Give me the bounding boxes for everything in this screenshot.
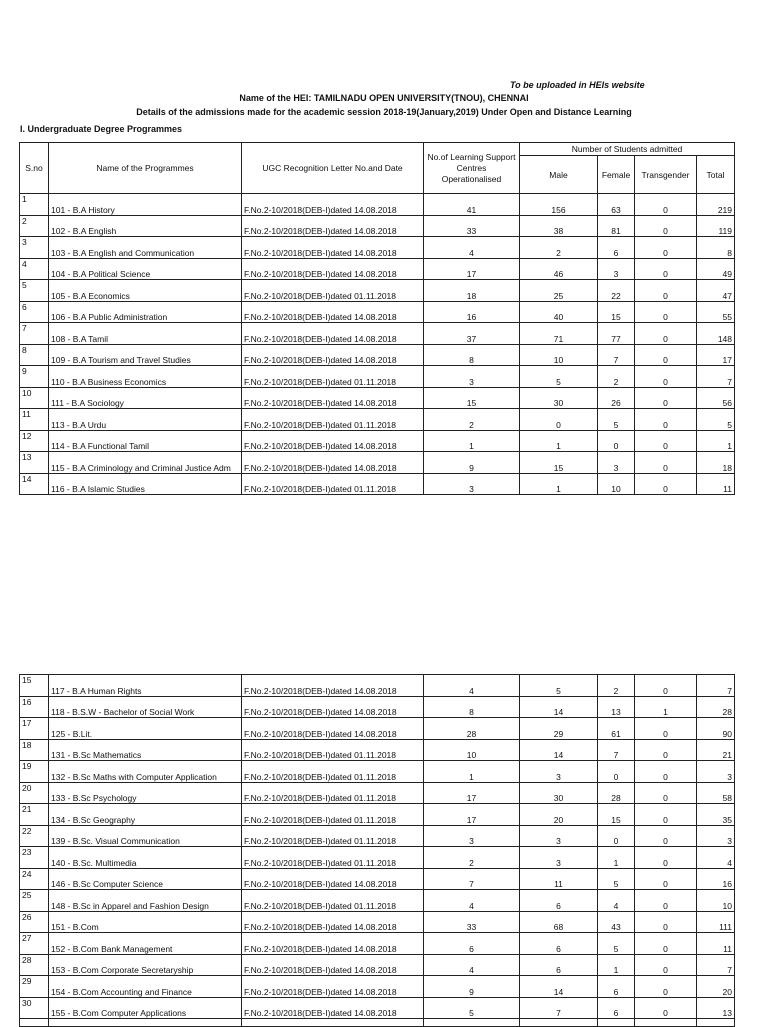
empty-cell (697, 1019, 735, 1027)
female-count: 6 (598, 237, 635, 259)
total-count: 21 (697, 739, 735, 761)
centres-count: 4 (424, 237, 520, 259)
empty-cell (598, 1019, 635, 1027)
transgender-count: 0 (635, 890, 697, 912)
transgender-count: 0 (635, 997, 697, 1019)
male-count: 14 (520, 696, 598, 718)
centres-count: 3 (424, 366, 520, 388)
transgender-count: 0 (635, 237, 697, 259)
table-row (20, 215, 735, 237)
total-count: 58 (697, 782, 735, 804)
transgender-count: 0 (635, 194, 697, 216)
female-count: 3 (598, 258, 635, 280)
programme-name: 117 - B.A Human Rights (49, 675, 242, 697)
centres-count: 9 (424, 976, 520, 998)
male-count: 25 (520, 280, 598, 302)
female-count: 15 (598, 301, 635, 323)
ugc-letter: F.No.2-10/2018(DEB-I)dated 14.08.2018 (242, 696, 424, 718)
col-header-sno: S.no (20, 143, 49, 194)
programme-name: 153 - B.Com Corporate Secretaryship (49, 954, 242, 976)
row-sno: 16 (20, 696, 49, 718)
row-sno: 4 (20, 258, 49, 280)
transgender-count: 1 (635, 696, 697, 718)
total-count: 47 (697, 280, 735, 302)
ugc-letter: F.No.2-10/2018(DEB-I)dated 14.08.2018 (242, 237, 424, 259)
row-sno: 1 (20, 194, 49, 216)
centres-count: 2 (424, 847, 520, 869)
female-count: 63 (598, 194, 635, 216)
centres-count: 5 (424, 997, 520, 1019)
centres-count: 1 (424, 430, 520, 452)
centres-count: 18 (424, 280, 520, 302)
total-count: 20 (697, 976, 735, 998)
section-title: I. Undergraduate Degree Programmes (20, 124, 183, 134)
programme-name: 155 - B.Com Computer Applications (49, 997, 242, 1019)
male-count: 71 (520, 323, 598, 345)
ugc-letter: F.No.2-10/2018(DEB-I)dated 14.08.2018 (242, 430, 424, 452)
male-count: 46 (520, 258, 598, 280)
centres-count: 10 (424, 739, 520, 761)
ugc-letter: F.No.2-10/2018(DEB-I)dated 14.08.2018 (242, 344, 424, 366)
transgender-count: 0 (635, 366, 697, 388)
table-row (20, 868, 735, 890)
row-sno: 22 (20, 825, 49, 847)
ugc-letter: F.No.2-10/2018(DEB-I)dated 14.08.2018 (242, 258, 424, 280)
transgender-count: 0 (635, 387, 697, 409)
male-count: 6 (520, 933, 598, 955)
ugc-letter: F.No.2-10/2018(DEB-I)dated 01.11.2018 (242, 280, 424, 302)
total-count: 119 (697, 215, 735, 237)
total-count: 7 (697, 954, 735, 976)
row-sno: 8 (20, 344, 49, 366)
programme-name: 125 - B.Lit. (49, 718, 242, 740)
programme-name: 118 - B.S.W - Bachelor of Social Work (49, 696, 242, 718)
female-count: 2 (598, 366, 635, 388)
female-count: 0 (598, 430, 635, 452)
total-count: 11 (697, 933, 735, 955)
male-count: 30 (520, 782, 598, 804)
ugc-letter: F.No.2-10/2018(DEB-I)dated 01.11.2018 (242, 761, 424, 783)
row-sno: 7 (20, 323, 49, 345)
female-count: 1 (598, 954, 635, 976)
row-sno: 9 (20, 366, 49, 388)
transgender-count: 0 (635, 847, 697, 869)
table-row (20, 804, 735, 826)
ugc-letter: F.No.2-10/2018(DEB-I)dated 01.11.2018 (242, 847, 424, 869)
female-count: 7 (598, 739, 635, 761)
ugc-letter: F.No.2-10/2018(DEB-I)dated 01.11.2018 (242, 890, 424, 912)
admissions-table-part-2 (19, 674, 735, 1027)
table-row (20, 847, 735, 869)
male-count: 6 (520, 890, 598, 912)
ugc-letter: F.No.2-10/2018(DEB-I)dated 14.08.2018 (242, 868, 424, 890)
ugc-letter: F.No.2-10/2018(DEB-I)dated 14.08.2018 (242, 997, 424, 1019)
centres-count: 6 (424, 933, 520, 955)
total-count: 1 (697, 430, 735, 452)
ugc-letter: F.No.2-10/2018(DEB-I)dated 01.11.2018 (242, 739, 424, 761)
row-sno: 19 (20, 761, 49, 783)
ugc-letter: F.No.2-10/2018(DEB-I)dated 14.08.2018 (242, 323, 424, 345)
male-count: 20 (520, 804, 598, 826)
ugc-letter: F.No.2-10/2018(DEB-I)dated 14.08.2018 (242, 215, 424, 237)
empty-cell (424, 1019, 520, 1027)
centres-count: 17 (424, 258, 520, 280)
male-count: 14 (520, 976, 598, 998)
female-count: 0 (598, 825, 635, 847)
programme-name: 151 - B.Com (49, 911, 242, 933)
male-count: 2 (520, 237, 598, 259)
male-count: 5 (520, 366, 598, 388)
male-count: 3 (520, 825, 598, 847)
transgender-count: 0 (635, 344, 697, 366)
row-sno: 17 (20, 718, 49, 740)
male-count: 68 (520, 911, 598, 933)
transgender-count: 0 (635, 782, 697, 804)
row-sno: 23 (20, 847, 49, 869)
col-header-male: Male (520, 156, 598, 194)
centres-count: 7 (424, 868, 520, 890)
table-row (20, 280, 735, 302)
male-count: 29 (520, 718, 598, 740)
ugc-letter: F.No.2-10/2018(DEB-I)dated 01.11.2018 (242, 782, 424, 804)
table-row (20, 761, 735, 783)
programme-name: 109 - B.A Tourism and Travel Studies (49, 344, 242, 366)
table-row (20, 452, 735, 474)
row-sno: 11 (20, 409, 49, 431)
row-sno: 15 (20, 675, 49, 697)
ugc-letter: F.No.2-10/2018(DEB-I)dated 01.11.2018 (242, 409, 424, 431)
row-sno: 5 (20, 280, 49, 302)
programme-name: 116 - B.A Islamic Studies (49, 473, 242, 495)
row-sno: 3 (20, 237, 49, 259)
transgender-count: 0 (635, 825, 697, 847)
centres-count: 4 (424, 954, 520, 976)
transgender-count: 0 (635, 430, 697, 452)
table-row (20, 976, 735, 998)
empty-cell (520, 1019, 598, 1027)
male-count: 3 (520, 847, 598, 869)
centres-count: 16 (424, 301, 520, 323)
female-count: 5 (598, 868, 635, 890)
programme-name: 111 - B.A Sociology (49, 387, 242, 409)
table-row (20, 954, 735, 976)
row-sno: 21 (20, 804, 49, 826)
total-count: 10 (697, 890, 735, 912)
total-count: 55 (697, 301, 735, 323)
total-count: 8 (697, 237, 735, 259)
centres-count: 4 (424, 890, 520, 912)
centres-count: 1 (424, 761, 520, 783)
female-count: 2 (598, 675, 635, 697)
female-count: 6 (598, 976, 635, 998)
row-sno: 28 (20, 954, 49, 976)
male-count: 1 (520, 430, 598, 452)
total-count: 56 (697, 387, 735, 409)
ugc-letter: F.No.2-10/2018(DEB-I)dated 14.08.2018 (242, 954, 424, 976)
programme-name: 106 - B.A Public Administration (49, 301, 242, 323)
female-count: 77 (598, 323, 635, 345)
col-header-female: Female (598, 156, 635, 194)
female-count: 61 (598, 718, 635, 740)
ugc-letter: F.No.2-10/2018(DEB-I)dated 01.11.2018 (242, 473, 424, 495)
programme-name: 105 - B.A Economics (49, 280, 242, 302)
female-count: 43 (598, 911, 635, 933)
transgender-count: 0 (635, 739, 697, 761)
male-count: 11 (520, 868, 598, 890)
centres-count: 2 (424, 409, 520, 431)
female-count: 3 (598, 452, 635, 474)
ugc-letter: F.No.2-10/2018(DEB-I)dated 14.08.2018 (242, 911, 424, 933)
female-count: 4 (598, 890, 635, 912)
total-count: 11 (697, 473, 735, 495)
ugc-letter: F.No.2-10/2018(DEB-I)dated 14.08.2018 (242, 301, 424, 323)
table-row (20, 473, 735, 495)
transgender-count: 0 (635, 323, 697, 345)
programme-name: 108 - B.A Tamil (49, 323, 242, 345)
total-count: 13 (697, 997, 735, 1019)
total-count: 49 (697, 258, 735, 280)
table-row (20, 675, 735, 697)
programme-name: 132 - B.Sc Maths with Computer Application (49, 761, 242, 783)
programme-name: 133 - B.Sc Psychology (49, 782, 242, 804)
table-row (20, 301, 735, 323)
total-count: 3 (697, 825, 735, 847)
total-count: 35 (697, 804, 735, 826)
table-row (20, 933, 735, 955)
male-count: 14 (520, 739, 598, 761)
male-count: 7 (520, 997, 598, 1019)
row-sno: 26 (20, 911, 49, 933)
row-sno: 27 (20, 933, 49, 955)
total-count: 219 (697, 194, 735, 216)
transgender-count: 0 (635, 258, 697, 280)
male-count: 3 (520, 761, 598, 783)
ugc-letter: F.No.2-10/2018(DEB-I)dated 14.08.2018 (242, 387, 424, 409)
col-header-students-group: Number of Students admitted (520, 143, 735, 156)
ugc-letter: F.No.2-10/2018(DEB-I)dated 14.08.2018 (242, 675, 424, 697)
table-row (20, 739, 735, 761)
table-row (20, 409, 735, 431)
female-count: 13 (598, 696, 635, 718)
total-count: 18 (697, 452, 735, 474)
female-count: 22 (598, 280, 635, 302)
upload-note: To be uploaded in HEIs website (510, 80, 645, 90)
transgender-count: 0 (635, 976, 697, 998)
row-sno: 29 (20, 976, 49, 998)
male-count: 5 (520, 675, 598, 697)
col-header-centres: No.of Learning Support Centres Operationalised (424, 143, 520, 194)
table-row (20, 997, 735, 1019)
table-row (20, 344, 735, 366)
programme-name: 115 - B.A Criminology and Criminal Justice Adm (49, 452, 242, 474)
hei-name-heading: Name of the HEI: TAMILNADU OPEN UNIVERSITY(TNOU), CHENNAI (239, 93, 529, 103)
total-count: 28 (697, 696, 735, 718)
row-sno: 6 (20, 301, 49, 323)
total-count: 16 (697, 868, 735, 890)
centres-count: 33 (424, 215, 520, 237)
female-count: 5 (598, 933, 635, 955)
row-sno: 30 (20, 997, 49, 1019)
table-body-part-1 (20, 194, 735, 495)
programme-name: 148 - B.Sc in Apparel and Fashion Design (49, 890, 242, 912)
ugc-letter: F.No.2-10/2018(DEB-I)dated 14.08.2018 (242, 452, 424, 474)
female-count: 5 (598, 409, 635, 431)
male-count: 40 (520, 301, 598, 323)
ugc-letter: F.No.2-10/2018(DEB-I)dated 01.11.2018 (242, 366, 424, 388)
transgender-count: 0 (635, 868, 697, 890)
col-header-ugc: UGC Recognition Letter No.and Date (242, 143, 424, 194)
table-row (20, 387, 735, 409)
total-count: 7 (697, 675, 735, 697)
table-row-cut-off (20, 1019, 735, 1027)
male-count: 30 (520, 387, 598, 409)
ugc-letter: F.No.2-10/2018(DEB-I)dated 14.08.2018 (242, 718, 424, 740)
male-count: 6 (520, 954, 598, 976)
centres-count: 17 (424, 782, 520, 804)
programme-name: 152 - B.Com Bank Management (49, 933, 242, 955)
total-count: 5 (697, 409, 735, 431)
empty-cell (242, 1019, 424, 1027)
table-row (20, 825, 735, 847)
empty-cell (20, 1019, 49, 1027)
empty-cell (49, 1019, 242, 1027)
programme-name: 140 - B.Sc. Multimedia (49, 847, 242, 869)
female-count: 7 (598, 344, 635, 366)
table-row (20, 366, 735, 388)
ugc-letter: F.No.2-10/2018(DEB-I)dated 14.08.2018 (242, 933, 424, 955)
table-row (20, 258, 735, 280)
total-count: 17 (697, 344, 735, 366)
transgender-count: 0 (635, 933, 697, 955)
transgender-count: 0 (635, 804, 697, 826)
ugc-letter: F.No.2-10/2018(DEB-I)dated 14.08.2018 (242, 194, 424, 216)
programme-name: 146 - B.Sc Computer Science (49, 868, 242, 890)
transgender-count: 0 (635, 215, 697, 237)
transgender-count: 0 (635, 409, 697, 431)
table-row (20, 323, 735, 345)
male-count: 1 (520, 473, 598, 495)
table-row (20, 782, 735, 804)
programme-name: 101 - B.A History (49, 194, 242, 216)
transgender-count: 0 (635, 718, 697, 740)
admissions-table-part-1 (19, 142, 735, 495)
female-count: 26 (598, 387, 635, 409)
female-count: 1 (598, 847, 635, 869)
centres-count: 41 (424, 194, 520, 216)
total-count: 111 (697, 911, 735, 933)
transgender-count: 0 (635, 954, 697, 976)
total-count: 7 (697, 366, 735, 388)
centres-count: 15 (424, 387, 520, 409)
ugc-letter: F.No.2-10/2018(DEB-I)dated 01.11.2018 (242, 804, 424, 826)
ugc-letter: F.No.2-10/2018(DEB-I)dated 01.11.2018 (242, 825, 424, 847)
transgender-count: 0 (635, 675, 697, 697)
table-body-part-2 (20, 675, 735, 1027)
centres-count: 37 (424, 323, 520, 345)
table-row (20, 237, 735, 259)
female-count: 0 (598, 761, 635, 783)
row-sno: 10 (20, 387, 49, 409)
programme-name: 139 - B.Sc. Visual Communication (49, 825, 242, 847)
male-count: 38 (520, 215, 598, 237)
row-sno: 12 (20, 430, 49, 452)
table-row (20, 430, 735, 452)
table-row (20, 911, 735, 933)
table-row (20, 194, 735, 216)
centres-count: 4 (424, 675, 520, 697)
programme-name: 102 - B.A English (49, 215, 242, 237)
total-count: 4 (697, 847, 735, 869)
row-sno: 18 (20, 739, 49, 761)
programme-name: 134 - B.Sc Geography (49, 804, 242, 826)
female-count: 10 (598, 473, 635, 495)
centres-count: 8 (424, 344, 520, 366)
row-sno: 14 (20, 473, 49, 495)
row-sno: 2 (20, 215, 49, 237)
transgender-count: 0 (635, 473, 697, 495)
programme-name: 103 - B.A English and Communication (49, 237, 242, 259)
female-count: 6 (598, 997, 635, 1019)
centres-count: 28 (424, 718, 520, 740)
total-count: 148 (697, 323, 735, 345)
row-sno: 20 (20, 782, 49, 804)
row-sno: 25 (20, 890, 49, 912)
male-count: 15 (520, 452, 598, 474)
transgender-count: 0 (635, 280, 697, 302)
male-count: 10 (520, 344, 598, 366)
female-count: 81 (598, 215, 635, 237)
programme-name: 110 - B.A Business Economics (49, 366, 242, 388)
transgender-count: 0 (635, 911, 697, 933)
programme-name: 104 - B.A Political Science (49, 258, 242, 280)
row-sno: 13 (20, 452, 49, 474)
table-row (20, 696, 735, 718)
male-count: 156 (520, 194, 598, 216)
col-header-total: Total (697, 156, 735, 194)
centres-count: 17 (424, 804, 520, 826)
centres-count: 3 (424, 473, 520, 495)
transgender-count: 0 (635, 761, 697, 783)
total-count: 3 (697, 761, 735, 783)
programme-name: 131 - B.Sc Mathematics (49, 739, 242, 761)
col-header-programme: Name of the Programmes (49, 143, 242, 194)
male-count: 0 (520, 409, 598, 431)
total-count: 90 (697, 718, 735, 740)
programme-name: 113 - B.A Urdu (49, 409, 242, 431)
programme-name: 114 - B.A Functional Tamil (49, 430, 242, 452)
transgender-count: 0 (635, 452, 697, 474)
col-header-transgender: Transgender (635, 156, 697, 194)
centres-count: 33 (424, 911, 520, 933)
centres-count: 3 (424, 825, 520, 847)
centres-count: 9 (424, 452, 520, 474)
table-row (20, 718, 735, 740)
female-count: 28 (598, 782, 635, 804)
ugc-letter: F.No.2-10/2018(DEB-I)dated 14.08.2018 (242, 976, 424, 998)
admissions-details-heading: Details of the admissions made for the academic session 2018-19(January,2019) Under Open and Distance Learning (136, 107, 632, 117)
centres-count: 8 (424, 696, 520, 718)
table-row (20, 890, 735, 912)
female-count: 15 (598, 804, 635, 826)
row-sno: 24 (20, 868, 49, 890)
empty-cell (635, 1019, 697, 1027)
transgender-count: 0 (635, 301, 697, 323)
programme-name: 154 - B.Com Accounting and Finance (49, 976, 242, 998)
